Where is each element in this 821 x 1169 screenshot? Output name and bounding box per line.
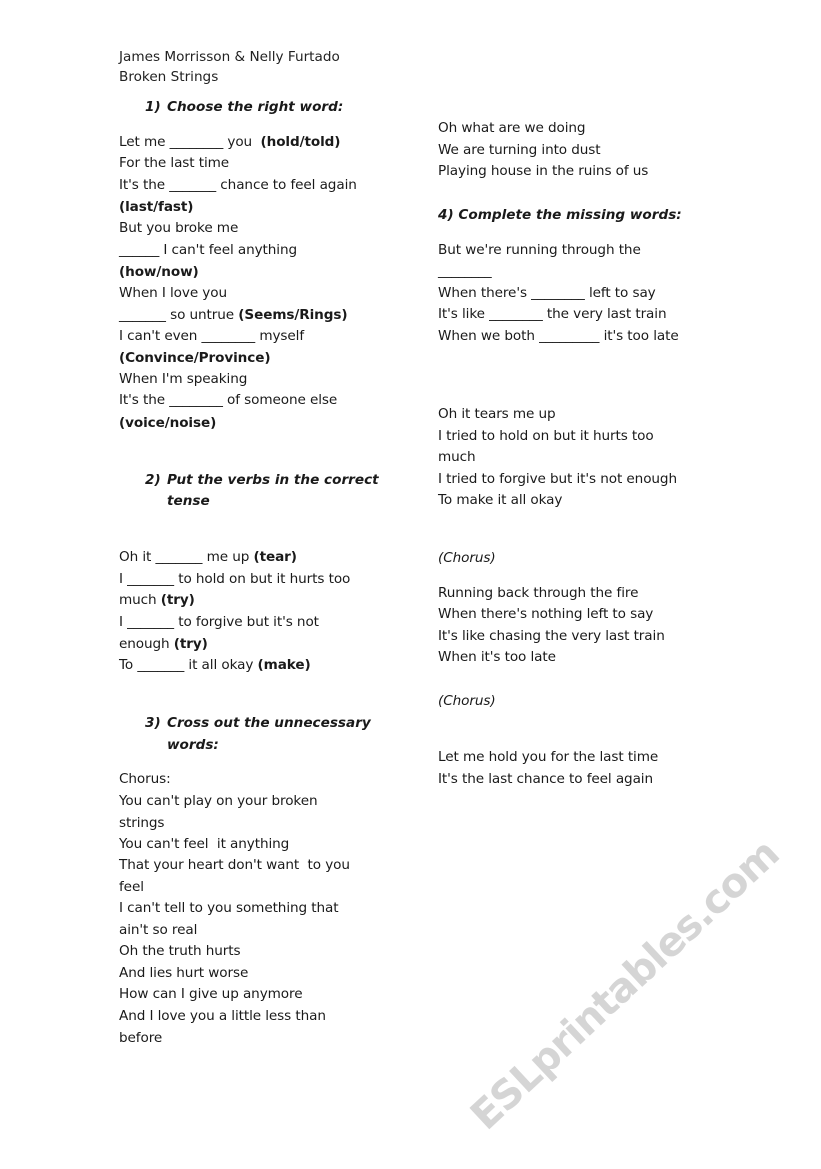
lyric-text: When it's too late xyxy=(438,649,556,665)
word-options: (voice/noise) xyxy=(119,415,217,431)
lyric-text: But we're running through the xyxy=(438,242,641,258)
lyric-text: For the last time xyxy=(119,155,230,171)
word-options: (last/fast) xyxy=(119,199,194,215)
lyric-text: Playing house in the ruins of us xyxy=(438,163,649,179)
section4-line xyxy=(438,284,656,302)
lyric-text: ain't so real xyxy=(119,922,198,938)
lyric-text: When there's nothing left to say xyxy=(438,606,654,622)
section1-line xyxy=(119,391,337,409)
lyric-text: Oh it tears me up xyxy=(438,406,556,422)
section3-line xyxy=(119,770,171,788)
word-options: (tear) xyxy=(253,549,297,565)
section4-line xyxy=(438,262,492,280)
lyric-text: When we both _________ it's too late xyxy=(438,328,679,344)
lyric-text: feel xyxy=(119,879,144,895)
lyric-text: ________ xyxy=(438,263,492,279)
lyric-text: Oh what are we doing xyxy=(438,120,586,136)
lyric-text: I _______ to forgive but it's not xyxy=(119,614,319,630)
section2-line xyxy=(119,635,208,653)
section1-line xyxy=(119,219,238,237)
right-rest-line xyxy=(438,470,677,488)
word-options: (Seems/Rings) xyxy=(238,307,348,323)
section2-number: 2) xyxy=(145,472,161,488)
lyric-text: before xyxy=(119,1030,163,1046)
section3-line xyxy=(119,1029,162,1047)
right-rest-line xyxy=(438,692,496,710)
lyric-text: I can't even ________ myself xyxy=(119,328,305,344)
right-rest-line xyxy=(438,427,654,445)
lyric-text: Let me hold you for the last time xyxy=(438,749,659,765)
section3-line xyxy=(119,1007,326,1025)
lyric-text: Let me ________ you xyxy=(119,134,261,150)
lyric-text: much xyxy=(438,449,476,465)
lyric-text: How can I give up anymore xyxy=(119,986,303,1002)
section3-heading: Cross out the unnecessary xyxy=(167,715,371,731)
lyric-text: _______ so untrue xyxy=(119,307,239,323)
lyric-text: And I love you a little less than xyxy=(119,1008,326,1024)
right-rest-line xyxy=(438,627,665,645)
word-options: (Convince/Province) xyxy=(119,350,271,366)
lyric-text: ______ I can't feel anything xyxy=(119,242,298,258)
section4-line xyxy=(438,327,679,345)
lyric-text: But you broke me xyxy=(119,220,239,236)
section3-line xyxy=(119,921,197,939)
section2-line xyxy=(119,570,350,588)
section3-line xyxy=(119,985,302,1003)
section1-line xyxy=(119,241,297,259)
section1-line xyxy=(119,133,340,151)
lyric-text: strings xyxy=(119,815,165,831)
section1-line xyxy=(119,414,216,432)
lyric-text: When I love you xyxy=(119,285,227,301)
section4-line xyxy=(438,241,641,259)
section2-line xyxy=(119,656,311,674)
artist-title: James Morrisson & Nelly Furtado xyxy=(119,49,340,65)
section1-line xyxy=(119,176,357,194)
right-intro-line xyxy=(438,119,585,137)
lyric-text: enough xyxy=(119,636,174,652)
section1-line xyxy=(119,198,193,216)
section3-number: 3) xyxy=(145,715,161,731)
lyric-text: To _______ it all okay xyxy=(119,657,258,673)
section3-line xyxy=(119,878,144,896)
right-rest-line xyxy=(438,448,476,466)
section2-line xyxy=(119,613,319,631)
right-intro-line xyxy=(438,162,648,180)
right-rest-line xyxy=(438,770,653,788)
lyric-text: It's the _______ chance to feel again xyxy=(119,177,357,193)
lyric-text: much xyxy=(119,592,161,608)
section4-line xyxy=(438,305,666,323)
section3-line xyxy=(119,899,338,917)
lyric-text: Oh it _______ me up xyxy=(119,549,254,565)
section1-heading: Choose the right word: xyxy=(167,99,344,115)
lyric-text: To make it all okay xyxy=(438,492,563,508)
right-intro-line xyxy=(438,141,601,159)
section3-line xyxy=(119,964,248,982)
section4-heading: 4) Complete the missing words: xyxy=(438,207,682,223)
lyric-text: It's the last chance to feel again xyxy=(438,771,654,787)
section2-line xyxy=(119,591,195,609)
section3-line xyxy=(119,856,350,874)
lyric-text: When I'm speaking xyxy=(119,371,248,387)
section3-line xyxy=(119,835,289,853)
word-options: (make) xyxy=(257,657,311,673)
section3-line xyxy=(119,792,318,810)
section1-line xyxy=(119,284,227,302)
lyric-text: I tried to forgive but it's not enough xyxy=(438,471,677,487)
chorus-marker: (Chorus) xyxy=(438,550,496,566)
section2-heading: Put the verbs in the correct xyxy=(167,472,379,488)
lyric-text: It's like ________ the very last train xyxy=(438,306,667,322)
lyric-text: You can't play on your broken xyxy=(119,793,318,809)
lyric-text: Running back through the fire xyxy=(438,585,639,601)
watermark: ESLprintables.com xyxy=(462,830,788,1140)
section1-line xyxy=(119,154,229,172)
right-rest-line xyxy=(438,549,496,567)
right-rest-line xyxy=(438,748,658,766)
word-options: (hold/told) xyxy=(260,134,341,150)
section2-heading-cont: tense xyxy=(167,493,210,509)
lyric-text: I _______ to hold on but it hurts too xyxy=(119,571,351,587)
section3-line xyxy=(119,942,241,960)
lyric-text: And lies hurt worse xyxy=(119,965,249,981)
lyric-text: We are turning into dust xyxy=(438,142,601,158)
section1-line xyxy=(119,263,199,281)
lyric-text: Chorus: xyxy=(119,771,171,787)
section1-line xyxy=(119,370,247,388)
section2-line xyxy=(119,548,297,566)
section3-heading-cont: words: xyxy=(167,737,219,753)
section1-line xyxy=(119,306,347,324)
section1-line xyxy=(119,349,270,367)
lyric-text: It's the ________ of someone else xyxy=(119,392,338,408)
right-rest-line xyxy=(438,605,653,623)
song-title: Broken Strings xyxy=(119,69,219,85)
right-rest-line xyxy=(438,491,562,509)
section3-line xyxy=(119,814,164,832)
word-options: (how/now) xyxy=(119,264,199,280)
lyric-text: It's like chasing the very last train xyxy=(438,628,665,644)
word-options: (try) xyxy=(160,592,195,608)
section1-line xyxy=(119,327,304,345)
lyric-text: I tried to hold on but it hurts too xyxy=(438,428,654,444)
lyric-text: That your heart don't want to you xyxy=(119,857,350,873)
chorus-marker: (Chorus) xyxy=(438,693,496,709)
right-rest-line xyxy=(438,405,556,423)
lyric-text: When there's ________ left to say xyxy=(438,285,656,301)
lyric-text: You can't feel it anything xyxy=(119,836,290,852)
lyric-text: Oh the truth hurts xyxy=(119,943,241,959)
word-options: (try) xyxy=(173,636,208,652)
right-rest-line xyxy=(438,648,556,666)
section1-number: 1) xyxy=(145,99,161,115)
lyric-text: I can't tell to you something that xyxy=(119,900,339,916)
right-rest-line xyxy=(438,584,638,602)
